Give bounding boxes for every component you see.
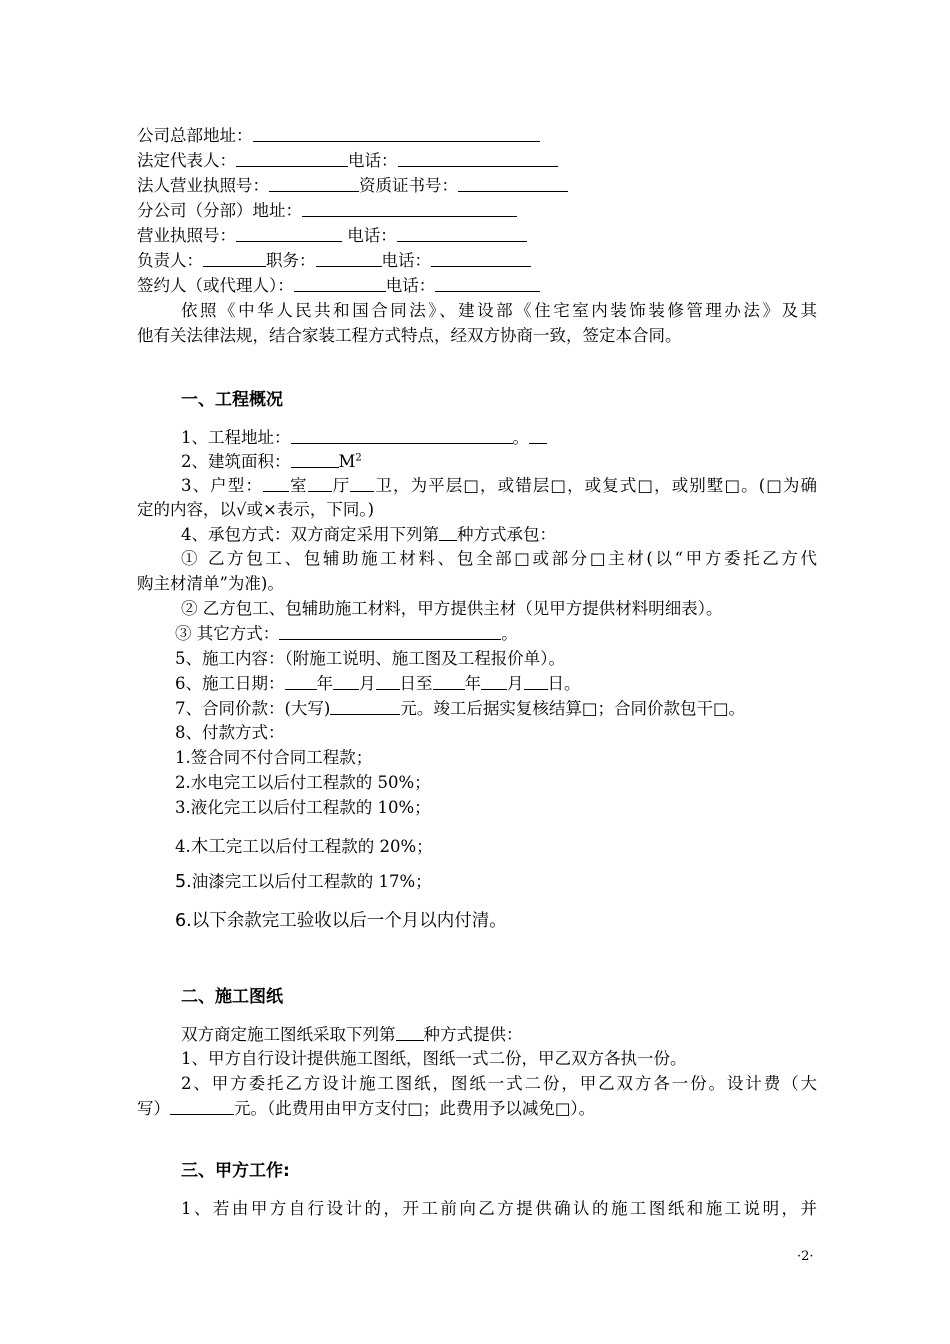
start-year-blank[interactable] [285,672,317,690]
manager-phone-blank[interactable] [431,249,531,267]
section-2-title: 二、施工图纸 [181,987,283,1007]
house-type-note: 定的内容，以√或×表示，下同。) [137,500,375,519]
business-license-blank[interactable] [236,224,342,242]
start-day-blank[interactable] [376,672,400,690]
house-type-line: 3、户型： 室 厅 卫，为平层□，或错层□，或复式□，或别墅□。(□为确 [181,476,818,495]
branch-address-line: 分公司（分部）地址： [137,199,817,223]
payment-method-line: 8、付款方式： [175,723,285,742]
design-fee-line: 写） 元。（此费用由甲方支付□；此费用予以减免□）。 [137,1099,596,1118]
contract-price-blank[interactable] [330,697,400,715]
contract-mode-line: 4、承包方式：双方商定采用下列第 种方式承包： [181,525,556,544]
legal-rep-blank[interactable] [236,149,348,167]
signatory-line: 签约人（或代理人）： 电话： [137,274,817,298]
drawing-mode-line: 双方商定施工图纸采取下列第 种方式提供： [181,1025,523,1044]
project-address-line: 1、工程地址： 。 [181,426,817,450]
payment-item-4: 4.木工完工以后付工程款的 20%； [175,837,433,857]
manager-line: 负责人： 职务： 电话： [137,249,817,273]
signatory-phone-blank[interactable] [435,274,540,292]
halls-blank[interactable] [308,474,332,492]
position-blank[interactable] [316,249,382,267]
payment-item-6: 6.以下余款完工验收以后一个月以内付清。 [175,911,507,931]
manager-blank[interactable] [203,249,266,267]
drawing-mode-blank[interactable] [396,1023,424,1041]
payment-item-3: 3.液化完工以后付工程款的 10%； [175,798,431,817]
license-line: 法人营业执照号： 资质证书号： [137,174,817,198]
option-1-cont: 购主材清单”为准)。 [137,574,284,593]
branch-address-blank[interactable] [302,199,517,217]
drawing-option-2: 2、甲方委托乙方设计施工图纸，图纸一式二份，甲乙双方各一份。设计费（大 [181,1074,817,1093]
option-1-line: ① 乙方包工、包辅助施工材料、包全部□或部分□主材(以“甲方委托乙方代 [181,549,817,568]
business-phone-blank[interactable] [397,224,527,242]
section-1-title: 一、工程概况 [181,390,283,410]
design-fee-blank[interactable] [170,1097,234,1115]
intro-paragraph-1: 依照《中华人民共和国合同法》、建设部《住宅室内装饰装修管理办法》及其 [181,301,817,320]
business-license-line: 营业执照号： 电话： [137,224,817,248]
license-no-blank[interactable] [269,174,359,192]
end-day-blank[interactable] [524,672,548,690]
work-date-line: 6、施工日期： 年 月 日至 年 月 日。 [175,674,581,693]
section-3-title: 三、甲方工作: [181,1161,290,1181]
baths-blank[interactable] [350,474,374,492]
end-month-blank[interactable] [481,672,507,690]
legal-rep-phone-blank[interactable] [398,149,558,167]
payment-item-2: 2.水电完工以后付工程款的 50%； [175,773,431,792]
signatory-blank[interactable] [294,274,386,292]
contract-mode-blank[interactable] [439,523,457,541]
start-month-blank[interactable] [333,672,359,690]
qualification-no-blank[interactable] [458,174,568,192]
option-3-line: ③ 其它方式： 。 [175,624,518,643]
party-a-work-1: 1、若由甲方自行设计的，开工前向乙方提供确认的施工图纸和施工说明，并 [181,1199,817,1218]
contract-price-line: 7、合同价款：(大写) 元。竣工后据实复核结算□；合同价款包干□。 [175,699,746,718]
legal-rep-line: 法定代表人： 电话： [137,149,817,173]
intro-paragraph-2: 他有关法律法规，结合家装工程方式特点，经双方协商一致，签定本合同。 [137,326,682,345]
payment-item-5: 5.油漆完工以后付工程款的 17%； [175,872,432,892]
page-number: ·2· [797,1249,814,1264]
building-area-blank[interactable] [291,450,339,468]
end-year-blank[interactable] [433,672,465,690]
option-2-line: ② 乙方包工、包辅助施工材料，甲方提供主材（见甲方提供材料明细表）。 [181,599,723,618]
hq-address-line: 公司总部地址： [137,124,817,148]
rooms-blank[interactable] [263,474,289,492]
payment-item-1: 1.签合同不付合同工程款； [175,748,373,767]
project-address-blank[interactable] [291,426,513,444]
work-content-line: 5、施工内容：（附施工说明、施工图及工程报价单）。 [175,649,565,668]
building-area-line: 2、建筑面积： $M^2$ [181,452,362,471]
hq-address-blank[interactable] [253,124,540,142]
drawing-option-1: 1、甲方自行设计提供施工图纸，图纸一式二份，甲乙双方各执一份。 [181,1049,687,1068]
option-3-blank[interactable] [279,622,501,640]
